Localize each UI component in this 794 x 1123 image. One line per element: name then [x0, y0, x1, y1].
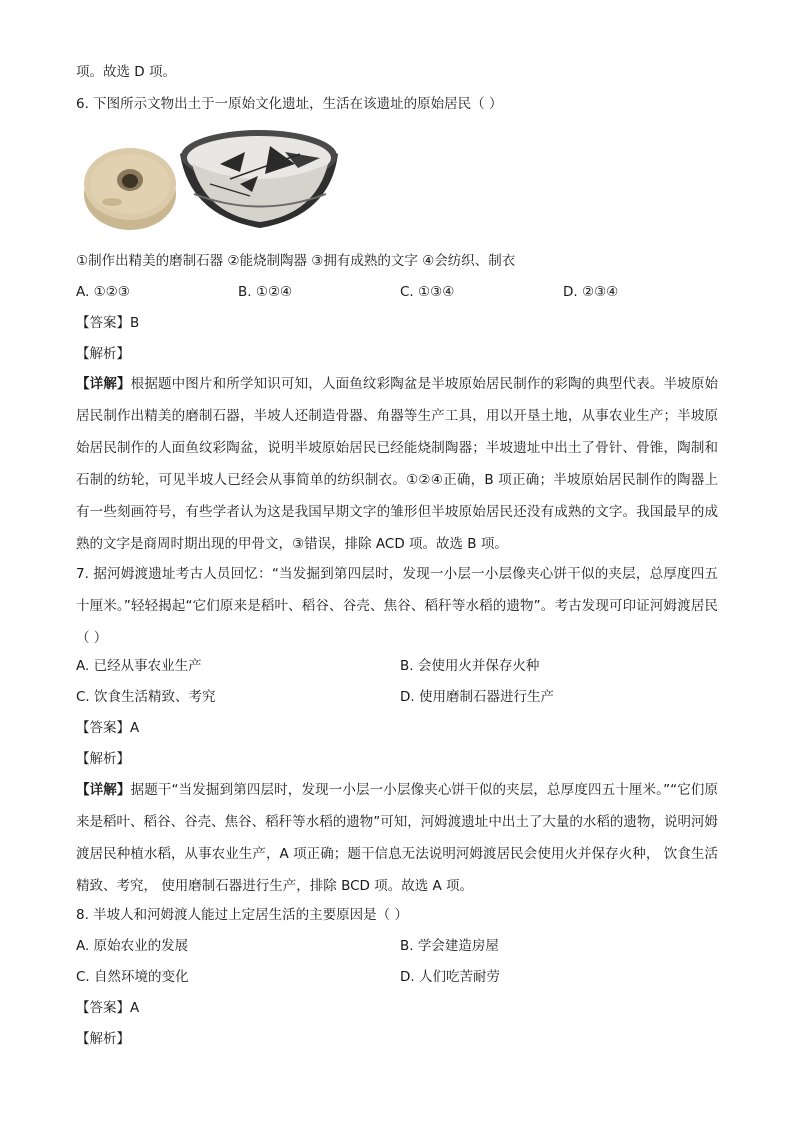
q6-option-d: D. ②③④ [563, 284, 619, 300]
q6-stem: 6. 下图所示文物出土于一原始文化遗址，生活在该遗址的原始居民（ ） [76, 96, 503, 112]
q7-analysis-label: 【解析】 [76, 751, 130, 767]
q7-stem: 7. 据河姆渡遗址考古人员回忆：“当发掘到第四层时，发现一小层一小层像夹心饼干似的夹层，总厚度四五十厘米。”轻轻揭起“它们原来是稻叶、稻谷、谷壳、焦谷、稻秆等水稻的遗物”。考古发现可印证河姆渡居民（ ） [76, 566, 718, 646]
spindle-whorl-icon [84, 148, 176, 230]
q6-artifact-images [80, 124, 340, 234]
q7-answer: 【答案】A [76, 720, 140, 736]
q8-option-c: C. 自然环境的变化 [76, 969, 189, 985]
q8-option-b: B. 学会建造房屋 [400, 938, 499, 954]
artifact-illustration [80, 124, 340, 234]
q8-stem: 8. 半坡人和河姆渡人能过上定居生活的主要原因是（ ） [76, 907, 408, 923]
q6-detail-text: 根据题中图片和所学知识可知，人面鱼纹彩陶盆是半坡原始居民制作的彩陶的典型代表。半坡原始居民制作出精美的磨制石器，半坡人还制造骨器、角器等生产工具，用以开垦土地，从事农业生产；半坡原始居民制作的人面鱼纹彩陶盆，说明半坡原始居民已经能烧制陶器；半坡遗址中出土了骨针、骨锥，陶制和石制的纺轮，可见半坡人已经会从事简单的纺织制衣。①②④正确，B 项正确；半坡原始居民制作的陶器上有一些刻画符号，有些学者认为这是我国早期文字的雏形但半坡原始居民还没有成熟的文字。我国最早的成熟的文字是商周时期出现的甲骨文，③错误，排除 ACD 项。故选 B 项。 [76, 376, 719, 552]
q8-option-a: A. 原始农业的发展 [76, 938, 189, 954]
q6-option-a: A. ①②③ [76, 284, 130, 300]
painted-basin-icon [180, 130, 338, 228]
q6-statements: ①制作出精美的磨制石器 ②能烧制陶器 ③拥有成熟的文字 ④会纺织、制衣 [76, 253, 516, 269]
q7-option-c: C. 饮食生活精致、考究 [76, 689, 216, 705]
q8-option-d: D. 人们吃苦耐劳 [400, 969, 500, 985]
q8-analysis-label: 【解析】 [76, 1031, 130, 1047]
intro-line: 项。故选 D 项。 [76, 64, 176, 80]
q7-detail-text: 据题干“当发掘到第四层时，发现一小层一小层像夹心饼干似的夹层，总厚度四五十厘米。”“它们原来是稻叶、稻谷、谷壳、焦谷、稻秆等水稻的遗物”可知，河姆渡遗址中出土了大量的水稻的遗物，说明河姆渡居民种植水稻，从事农业生产，A 项正确；题干信息无法说明河姆渡居民会使用火并保存火种， 饮食生活精致、考究， 使用磨制石器进行生产，排除 BCD 项。故选 A 项。 [76, 782, 718, 894]
q6-option-b: B. ①②④ [238, 284, 293, 300]
q6-detail-tag: 【详解】 [76, 376, 131, 392]
q6-detail [76, 368, 718, 560]
q6-option-c: C. ①③④ [400, 284, 455, 300]
q7-detail [76, 774, 718, 902]
q7-option-d: D. 使用磨制石器进行生产 [400, 689, 554, 705]
q7-option-a: A. 已经从事农业生产 [76, 658, 202, 674]
q7-detail-tag: 【详解】 [76, 782, 131, 798]
q7-option-b: B. 会使用火并保存火种 [400, 658, 540, 674]
q6-answer: 【答案】B [76, 315, 140, 331]
q8-answer: 【答案】A [76, 1000, 140, 1016]
q6-analysis-label: 【解析】 [76, 346, 130, 362]
